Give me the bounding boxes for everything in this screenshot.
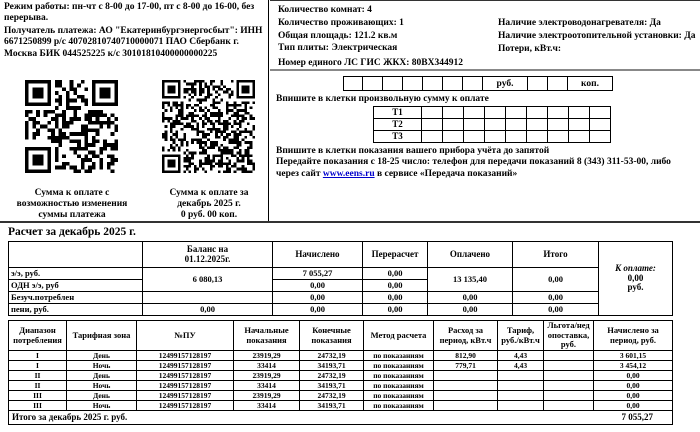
table-row	[9, 242, 673, 268]
detail-cell: 0,00	[594, 401, 673, 411]
detail-cell	[544, 401, 594, 411]
meter-instruction-text: Впишите в клетки показания вашего прибора учёта до запятой	[276, 146, 550, 156]
rooms-count: Количество комнат: 4	[278, 5, 372, 15]
section-divider	[0, 221, 700, 223]
qr-right-caption-line: декабрь 2025 г.	[177, 198, 241, 209]
calc-header-paid: Оплачено	[428, 242, 513, 268]
detail-cell	[544, 351, 594, 361]
table-row	[9, 391, 673, 401]
detail-cell: Ночь	[67, 361, 137, 371]
losses-value: Потери, кВт.ч:	[498, 43, 562, 54]
table-row	[374, 119, 611, 131]
table-row	[374, 107, 611, 119]
detail-cell: 24732,19	[300, 371, 364, 381]
reading-cell[interactable]	[443, 107, 464, 119]
table-row	[9, 371, 673, 381]
sum-digit-box[interactable]	[463, 76, 483, 91]
calc-total-value: 0,00	[513, 292, 599, 304]
detail-cell	[434, 371, 498, 381]
calc-paid-value: 0,00	[428, 292, 513, 304]
eens-site-link[interactable]: www.eens.ru	[322, 168, 375, 179]
calc-paid-value: 0,00	[428, 304, 513, 316]
detail-cell: II	[9, 381, 67, 391]
detail-header: Диапазон потребления	[9, 321, 67, 351]
tariff-t1-label: Т1	[374, 107, 422, 119]
detail-cell: III	[9, 401, 67, 411]
detail-cell: по показаниям	[364, 371, 434, 381]
sum-instruction-text: Впишите в клетки произвольную сумму к оплате	[276, 94, 489, 104]
payee-info-block	[4, 2, 266, 61]
detail-cell: 0,00	[594, 391, 673, 401]
detail-cell: 12499157128197	[137, 371, 234, 381]
calc-total-value: 0,00	[513, 304, 599, 316]
balance-header-line1: Баланс на	[186, 243, 229, 254]
detail-cell: 23919,29	[234, 351, 300, 361]
calc-recalc-value: 0,00	[363, 304, 428, 316]
table-row	[9, 381, 673, 391]
detail-cell: по показаниям	[364, 391, 434, 401]
dwelling-info-col2	[498, 17, 696, 55]
detail-cell: 12499157128197	[137, 391, 234, 401]
detail-cell: 34193,71	[300, 401, 364, 411]
residents-count: Количество проживающих: 1	[278, 17, 404, 28]
reading-cell[interactable]	[548, 107, 569, 119]
detail-cell: 812,90	[434, 351, 498, 361]
detail-cell: День	[67, 391, 137, 401]
qr-left-caption-line: суммы платежа	[38, 209, 106, 220]
detail-table	[8, 320, 673, 425]
detail-header: Конечные показания	[300, 321, 364, 351]
detail-cell: 3 601,15	[594, 351, 673, 361]
reading-cell[interactable]	[506, 119, 527, 131]
detail-cell: I	[9, 361, 67, 371]
tariff-t2-label: Т2	[374, 119, 422, 131]
detail-footer-label: Итого за декабрь 2025 г. руб.	[12, 411, 128, 422]
meter-readings-grid	[373, 106, 611, 143]
transmit-readings-text	[276, 157, 694, 181]
detail-header: Начальные показания	[234, 321, 300, 351]
calc-section-title: Расчет за декабрь 2025 г.	[8, 226, 136, 238]
calc-accrued-value: 0,00	[273, 280, 363, 292]
sum-digit-box[interactable]	[363, 76, 383, 91]
amount-due-label: К оплате:	[615, 262, 656, 273]
detail-cell: 12499157128197	[137, 361, 234, 371]
sum-digit-box[interactable]	[443, 76, 463, 91]
detail-cell: III	[9, 391, 67, 401]
detail-cell: по показаниям	[364, 381, 434, 391]
detail-cell: 24732,19	[300, 391, 364, 401]
sum-digit-box[interactable]	[423, 76, 443, 91]
reading-cell[interactable]	[485, 107, 506, 119]
table-row	[9, 292, 673, 304]
detail-cell: 4,43	[498, 361, 544, 371]
detail-header: Расход за период, кВт.ч	[434, 321, 498, 351]
detail-cell: 0,00	[594, 371, 673, 381]
table-row	[9, 361, 673, 371]
detail-header: Тарифная зона	[67, 321, 137, 351]
heating-unit-presence: Наличие электроотопительной установки: Да	[498, 30, 696, 41]
detail-cell: 33414	[234, 361, 300, 371]
calc-row-label: Безуч.потреблен	[9, 292, 143, 304]
detail-cell: 23919,29	[234, 391, 300, 401]
calc-recalc-value: 0,00	[363, 268, 428, 280]
detail-cell: 34193,71	[300, 361, 364, 371]
detail-cell	[498, 391, 544, 401]
reading-cell[interactable]	[485, 131, 506, 143]
table-row	[9, 304, 673, 316]
balance-header-line2: 01.12.2025г.	[184, 253, 231, 264]
qr-left-caption	[8, 188, 136, 221]
detail-cell: по показаниям	[364, 401, 434, 411]
detail-cell: День	[67, 351, 137, 361]
detail-header: Тариф, руб./кВт.ч	[498, 321, 544, 351]
sum-digit-box[interactable]	[403, 76, 423, 91]
transmit-text-after: в сервисе «Передача показаний»	[374, 168, 518, 179]
detail-cell	[498, 371, 544, 381]
calc-total-value: 0,00	[513, 268, 599, 292]
detail-cell: 0,00	[594, 381, 673, 391]
reading-cell[interactable]	[506, 131, 527, 143]
detail-cell	[544, 371, 594, 381]
calc-header-balance	[143, 242, 273, 268]
detail-cell	[544, 361, 594, 371]
table-row	[9, 401, 673, 411]
detail-cell	[544, 381, 594, 391]
qr-left-caption-line: возможностью изменения	[16, 198, 128, 209]
detail-cell: II	[9, 371, 67, 381]
horizontal-divider	[270, 69, 700, 71]
table-row	[9, 351, 673, 361]
kop-digit-box[interactable]	[548, 76, 568, 91]
gis-account-number: Номер единого ЛС ГИС ЖКХ: 80BX344912	[278, 58, 463, 68]
detail-header: Метод расчета	[364, 321, 434, 351]
reading-cell[interactable]	[464, 107, 485, 119]
reading-cell[interactable]	[590, 119, 611, 131]
detail-cell: 3 454,12	[594, 361, 673, 371]
work-schedule-text: Режим работы: пн-чт с 8-00 до 17-00, пт с 8-00 до 16-00, без перерыва.	[4, 2, 255, 24]
detail-cell: Ночь	[67, 381, 137, 391]
qr-left-caption-line: Сумма к оплате с	[34, 188, 110, 198]
detail-cell	[498, 401, 544, 411]
stove-type: Тип плиты: Электрическая	[278, 43, 398, 54]
kop-digit-box[interactable]	[528, 76, 548, 91]
kop-label: коп.	[568, 76, 613, 91]
detail-cell: 779,71	[434, 361, 498, 371]
detail-cell: 34193,71	[300, 381, 364, 391]
detail-footer-cell	[9, 411, 673, 425]
qr-right-caption-line: Сумма к оплате за	[169, 188, 249, 198]
calc-row-label: ОДН э/э, руб	[9, 280, 143, 292]
reading-cell[interactable]	[548, 131, 569, 143]
calc-accrued-value: 0,00	[273, 304, 363, 316]
table-row	[374, 131, 611, 143]
detail-cell: I	[9, 351, 67, 361]
reading-cell[interactable]	[569, 131, 590, 143]
calc-row-label: пени, руб.	[9, 304, 143, 316]
detail-cell: по показаниям	[364, 361, 434, 371]
table-row	[9, 268, 673, 280]
detail-cell: 23919,29	[234, 371, 300, 381]
amount-due-unit: руб.	[627, 282, 644, 293]
transmit-text-before: Передайте показания с 18-25 число: телефон для передачи показаний 8 (343) 311-53-00, либо через сайт	[276, 157, 671, 179]
calc-row-label: э/э, руб.	[9, 268, 143, 280]
calc-header-empty	[9, 242, 143, 268]
qr-code-fixed-sum	[162, 80, 255, 173]
payment-sum-boxes	[343, 76, 613, 91]
calc-table	[8, 241, 673, 316]
detail-cell: День	[67, 371, 137, 381]
water-heater-presence: Наличие электроводонагревателя: Да	[498, 18, 661, 28]
payee-details-text: Получатель платежа: АО "Екатеринбургэнергосбыт": ИНН 6671250899 р/с 40702810740710000071 ПАО Сбербанк г. Москва БИК 044525225 к/с 30101810400000000225	[4, 25, 263, 59]
calc-balance-value: 0,00	[143, 304, 273, 316]
qr-right-caption-line: 0 руб. 00 коп.	[180, 209, 238, 220]
amount-due-value: 0,00	[627, 272, 644, 283]
detail-cell	[434, 381, 498, 391]
reading-cell[interactable]	[464, 119, 485, 131]
calc-accrued-value: 0,00	[273, 292, 363, 304]
detail-header: Льгота/нед опоставка, руб.	[544, 321, 594, 351]
reading-cell[interactable]	[548, 119, 569, 131]
reading-cell[interactable]	[422, 107, 443, 119]
reading-cell[interactable]	[422, 131, 443, 143]
dwelling-info-panel	[270, 0, 700, 223]
calc-header-accrued: Начислено	[273, 242, 363, 268]
qr-right-caption	[145, 188, 273, 221]
calc-header-total: Итого	[513, 242, 599, 268]
detail-cell	[544, 391, 594, 401]
detail-cell: 12499157128197	[137, 381, 234, 391]
reading-cell[interactable]	[464, 131, 485, 143]
detail-cell: 12499157128197	[137, 351, 234, 361]
tariff-t3-label: Т3	[374, 131, 422, 143]
reading-cell[interactable]	[527, 131, 548, 143]
calc-balance-value	[143, 292, 273, 304]
reading-cell[interactable]	[569, 107, 590, 119]
reading-cell[interactable]	[506, 107, 527, 119]
detail-cell: Ночь	[67, 401, 137, 411]
table-row	[9, 321, 673, 351]
total-area: Общая площадь: 121.2 кв.м	[278, 30, 398, 41]
reading-cell[interactable]	[443, 131, 464, 143]
vertical-divider	[268, 0, 269, 222]
detail-header: Начислено за период, руб.	[594, 321, 673, 351]
detail-cell: 33414	[234, 381, 300, 391]
calc-header-recalc: Перерасчет	[363, 242, 428, 268]
detail-cell: 24732,19	[300, 351, 364, 361]
detail-cell: по показаниям	[364, 351, 434, 361]
sum-digit-box[interactable]	[383, 76, 403, 91]
reading-cell[interactable]	[590, 131, 611, 143]
detail-cell: 12499157128197	[137, 401, 234, 411]
detail-cell: 33414	[234, 401, 300, 411]
amount-due-cell	[599, 242, 673, 316]
reading-cell[interactable]	[422, 119, 443, 131]
calc-recalc-value: 0,00	[363, 280, 428, 292]
sum-digit-box[interactable]	[343, 76, 363, 91]
reading-cell[interactable]	[443, 119, 464, 131]
rub-label: руб.	[483, 76, 528, 91]
reading-cell[interactable]	[527, 119, 548, 131]
detail-footer-value: 7 055,27	[621, 411, 653, 422]
qr-code-editable-sum	[25, 80, 118, 173]
table-row	[9, 411, 673, 425]
calc-paid-value: 13 135,40	[428, 268, 513, 292]
calc-accrued-value: 7 055,27	[273, 268, 363, 280]
reading-cell[interactable]	[590, 107, 611, 119]
detail-cell: 4,43	[498, 351, 544, 361]
detail-header: №ПУ	[137, 321, 234, 351]
dwelling-info-col1	[278, 4, 404, 55]
detail-cell	[434, 401, 498, 411]
reading-cell[interactable]	[569, 119, 590, 131]
detail-cell	[434, 391, 498, 401]
calc-recalc-value: 0,00	[363, 292, 428, 304]
calc-balance-value: 6 080,13	[143, 268, 273, 292]
detail-cell	[498, 381, 544, 391]
reading-cell[interactable]	[485, 119, 506, 131]
reading-cell[interactable]	[527, 107, 548, 119]
